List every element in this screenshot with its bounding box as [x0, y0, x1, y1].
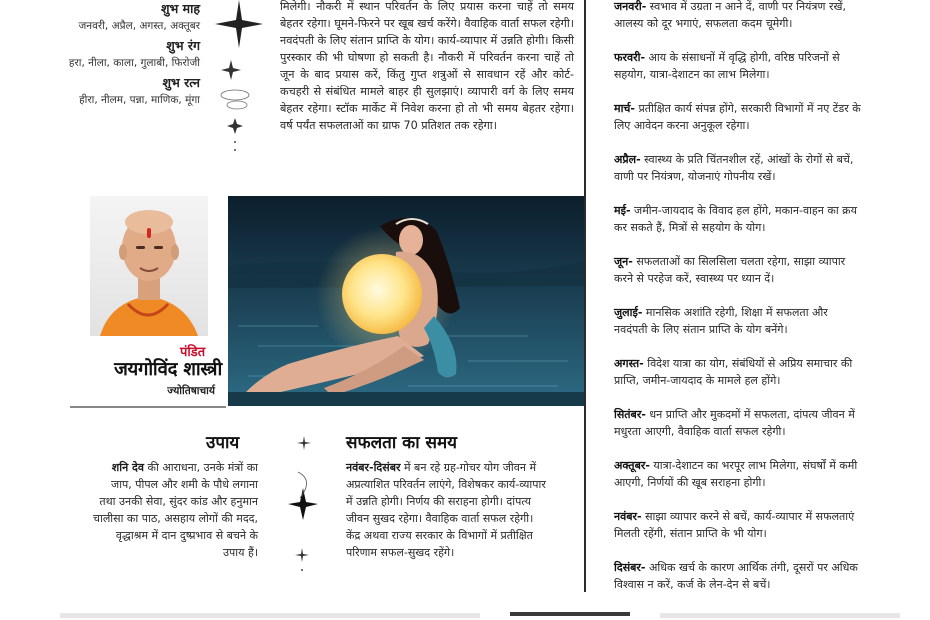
remedy-lead: शनि देव — [111, 461, 145, 474]
remedy-paragraph — [92, 459, 258, 561]
lucky-color-value: हरा, नीला, काला, गुलाबी, फिरोजी — [68, 57, 200, 69]
remedy-text: की आराधना, उनके मंत्रों का जाप, पीपल और शमी के पौधे लगाना तथा उनकी सेवा, सुंदर कांड और हनुमान चालीसा का पाठ, असहाय लोगों की मदद, वृद्धाश्रम में दान दुष्प्रभाव से बचने के उपाय हैं। — [93, 461, 258, 559]
intro-paragraph: मिलेगी। नौकरी में स्थान परिवर्तन के लिए प्रयास करना चाहें तो समय बेहतर रहेगा। घूमने-फिरने पर खूब खर्च करेंगे। वैवाहिक वार्ता सफल रहेगी। नवदंपती के लिए संतान प्राप्ति के योग। कार्य-व्यापार में उन्नति होगी। किसी पुरस्कार की भी घोषणा हो सकती है। नौकरी में परिवर्तन करना चाहें तो जून के बाद प्रयास करें, किंतु गुप्त शत्रुओं से सावधान रहें और कोर्ट-कचहरी से संबंधित मामले बाहर ही सुलझाएं। व्यापारी वर्ग के लिए समय बेहतर रहेगा। स्टॉक मार्केट में निवेश करना हो तो भी समय बेहतर रहेगा। वर्ष पर्यंत सफलताओं का ग्राफ 70 प्रतिशत तक रहेगा। — [280, 0, 574, 132]
list-item: जनवरी- स्वभाव में उग्रता न आने दें, वाणी पर नियंत्रण रखें, आलस्य को दूर भगाएं, सफलता कदम चूमेगी। — [614, 0, 846, 30]
success-heading: सफलता का समय — [346, 433, 458, 453]
list-item: जून- सफलताओं का सिलसिला चलता रहेगा, साझा व्यापार करने से परहेज करें, स्वास्थ्य पर ध्यान दें। — [614, 255, 846, 285]
list-item: मई- जमीन-जायदाद के विवाद हल होंगे, मकान-वाहन का क्रय कर सकते हैं, मित्रों से सहयोग के योग। — [614, 204, 857, 234]
list-item: अप्रैल- स्वास्थ्य के प्रति चिंतनशील रहें, आंखों के रोगों से बचें, वाणी पर नियंत्रण, योजनाएं गोपनीय रखें। — [614, 153, 854, 183]
author-title: ज्योतिषाचार्य — [167, 385, 215, 397]
column-divider — [584, 0, 586, 592]
woman-with-moon-image — [228, 196, 584, 406]
list-item: दिसंबर- अधिक खर्च के कारण आर्थिक तंगी, दूसरों पर अधिक विश्वास न करें, कर्ज के लेन-देन से बचें। — [614, 561, 858, 591]
author-photo — [70, 196, 226, 336]
lucky-color-label: शुभ रंग — [166, 38, 200, 53]
author-prefix: पंडित — [180, 345, 206, 360]
feature-photo — [228, 196, 584, 406]
list-item: जुलाई- मानसिक अशांति रहेगी, शिक्षा में सफलता और नवदंपती के लिए संतान प्राप्ति के योग बनेंगे। — [614, 306, 828, 336]
success-lead: नवंबर-दिसंबर — [346, 461, 401, 474]
lucky-month-value: जनवरी, अप्रैल, अगस्त, अक्तूबर — [78, 20, 200, 32]
remedy-heading: उपाय — [206, 433, 240, 453]
lucky-gem-value: हीरा, नीलम, पन्ना, माणिक, मूंगा — [79, 94, 200, 106]
success-text: में बन रहे ग्रह-गोचर योग जीवन में अप्रत्याशित परिवर्तन लाएंगे, विशेषकर कार्य-व्यापार में उन्नति होगी। निर्णय की सराहना होगी। दांपत्य जीवन सुखद रहेगा। वैवाहिक वार्ता सफल रहेगी। केंद्र अथवा राज्य सरकार के विभागों में प्रतीक्षित परिणाम सफल-सुखद रहेंगे। — [346, 461, 546, 559]
author-name: जयगोविंद शास्त्री — [114, 359, 222, 380]
sparkle-decoration-icon — [205, 0, 270, 160]
lucky-info — [50, 0, 200, 109]
page-bottom-strip — [60, 606, 920, 620]
lucky-gem-label: शुभ रत्न — [162, 75, 200, 90]
author-portrait — [70, 196, 226, 408]
lucky-month-label: शुभ माह — [161, 1, 200, 16]
list-item: सितंबर- धन प्राप्ति और मुकदमों में सफलता, दांपत्य जीवन में मधुरता आएगी, वैवाहिक वार्ता सफल रहेगी। — [614, 408, 855, 438]
success-paragraph — [346, 459, 546, 561]
list-item: अक्तूबर- यात्रा-देशाटन का भरपूर लाभ मिलेगा, संघर्षों में कमी आएगी, निर्णयों की खूब सराहना होगी। — [614, 459, 858, 489]
list-item: अगस्त- विदेश यात्रा का योग, संबंधियों से अप्रिय समाचार की प्राप्ति, जमीन-जायदाद के मामले हल होंगे। — [614, 357, 853, 387]
list-item: नवंबर- साझा व्यापार करने से बचें, कार्य-व्यापार में सफलताएं मिलती रहेंगी, संतान प्राप्ति के भी योग। — [614, 510, 855, 540]
star-decoration-icon — [286, 432, 320, 582]
list-item: फरवरी- आय के संसाधनों में वृद्धि होगी, वरिष्ठ परिजनों से सहयोग, यात्रा-देशाटन का लाभ मिलेगा। — [614, 51, 840, 81]
list-item: मार्च- प्रतीक्षित कार्य संपन्न होंगे, सरकारी विभागों में नए टेंडर के लिए आवेदन करना अनुकूल रहेगा। — [614, 102, 861, 132]
month-forecast-list — [614, 0, 862, 610]
